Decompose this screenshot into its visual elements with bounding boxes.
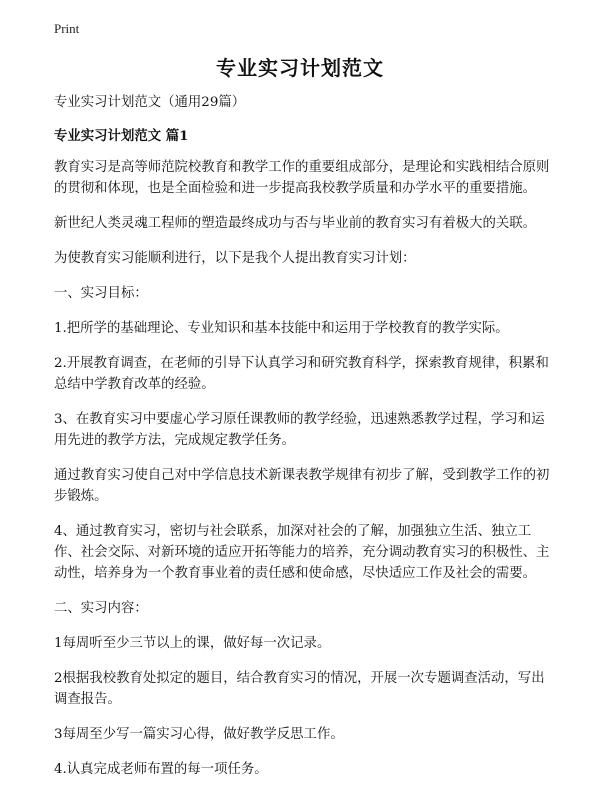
goal-item-3: 3、在教育实习中要虚心学习原任课教师的教学经验，迅速熟悉教学过程，学习和运用先进的教学方法，完成规定教学任务。 [54,412,545,448]
document-body [54,92,554,794]
goal-item-3-continued: 通过教育实习使自己对中学信息技术新课表教学规律有初步了解，受到教学工作的初步锻炼。 [54,468,550,504]
goal-item-1: 1.把所学的基础理论、专业知识和基本技能中和运用于学校教育的教学实际。 [54,321,509,336]
heading-content: 二、实习内容： [54,601,148,616]
content-item-2: 2根据我校教育处拟定的题目，结合教育实习的情况，开展一次专题调查活动，写出调查报告。 [54,671,545,707]
goal-item-4: 4、通过教育实习，密切与社会联系，加深对社会的了解，加强独立生活、独立工作、社会交际、对新环境的适应开拓等能力的培养，充分调动教育实习的积极性、主动性，培养身为一个教育事业着的责任感和使命感，尽快适应工作及社会的需要。 [54,524,550,581]
section-heading: 专业实习计划范文 篇1 [54,128,189,144]
goal-item-2: 2.开展教育调查，在老师的引导下认真学习和研究教育科学，探索教育规律，积累和总结中学教育改革的经验。 [54,356,549,392]
paragraph-significance: 新世纪人类灵魂工程师的塑造最终成功与否与毕业前的教育实习有着极大的关联。 [54,216,537,231]
paragraph-plan-intro: 为使教育实习能顺利进行，以下是我个人提出教育实习计划： [54,251,416,266]
heading-goals: 一、实习目标： [54,286,148,301]
print-link[interactable]: Print [54,21,80,36]
content-item-1: 1每周听至少三节以上的课，做好每一次记录。 [54,636,331,651]
content-item-4: 4.认真完成老师布置的每一项任务。 [54,762,268,777]
document-subtitle: 专业实习计划范文（通用29篇） [54,95,246,110]
paragraph-intro: 教育实习是高等师范院校教育和教学工作的重要组成部分，是理论和实践相结合原则的贯彻和体现，也是全面检验和进一步提高我校教学质量和办学水平的重要措施。 [54,160,550,196]
page-title: 专业实习计划范文 [216,56,384,80]
content-item-3: 3每周至少写一篇实习心得，做好教学反思工作。 [54,727,344,742]
